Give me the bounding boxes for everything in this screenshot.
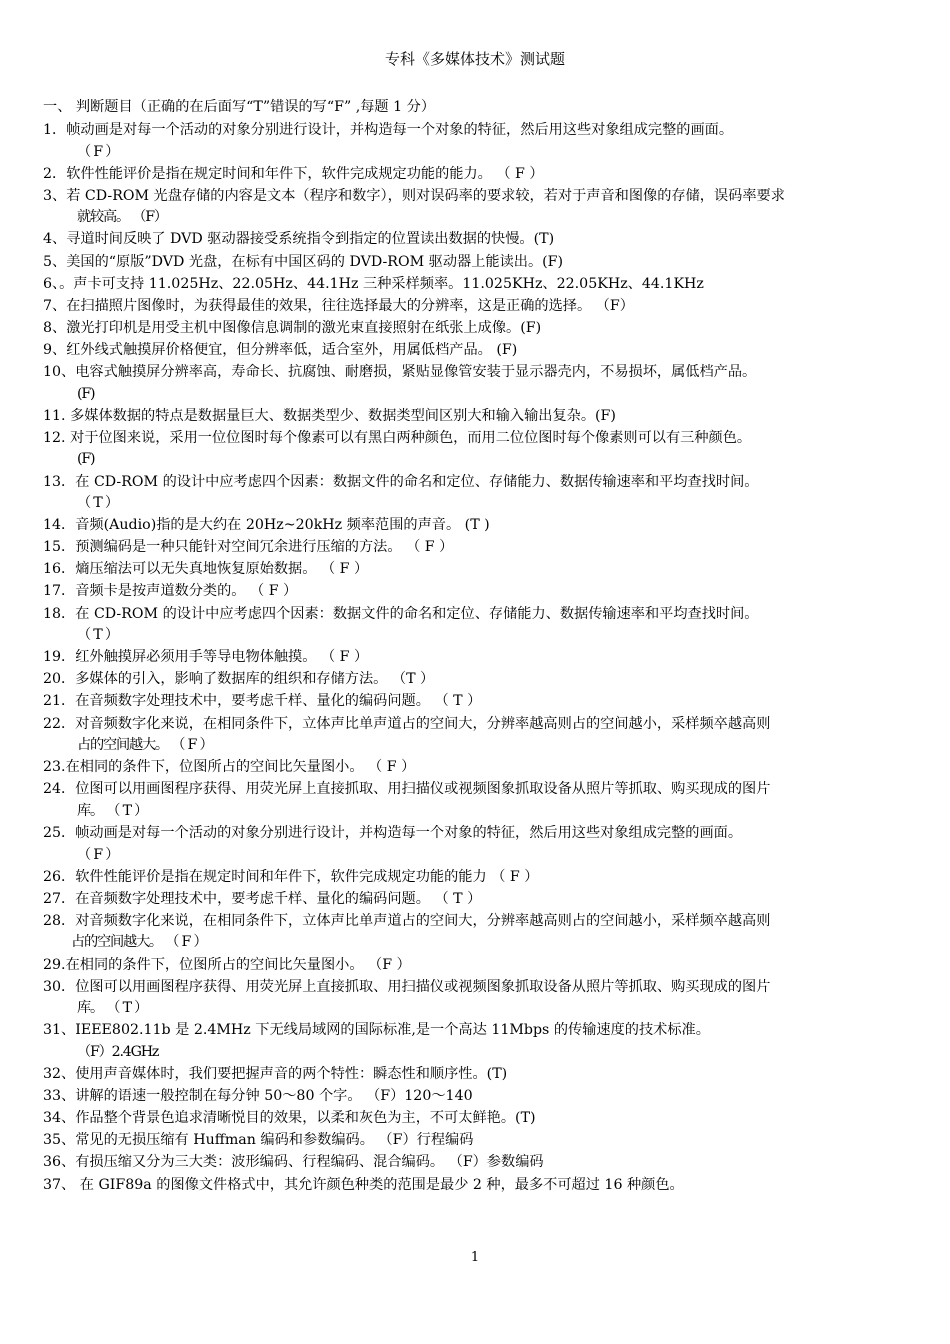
question-text: 11. 多媒体数据的特点是数据量巨大、数据类型少、数据类型间区别大和输入输出复杂。(F) <box>43 407 616 424</box>
question-text: 9、红外线式触摸屏价格便宜，但分辨率低，适合室外，用属低档产品。 (F) <box>43 341 518 358</box>
question-item <box>43 1064 908 1086</box>
question-continuation: 库。 （ T ） <box>77 802 148 819</box>
question-text: 34、作品整个背景色追求清晰悦目的效果，以柔和灰色为主，不可太鲜艳。(T) <box>43 1110 536 1127</box>
question-item <box>43 977 908 1020</box>
question-text: 1．帧动画是对每一个活动的对象分别进行设计，并构造每一个对象的特征，然后用这些对象组成完整的画面。 <box>43 122 734 138</box>
question-item <box>43 120 908 163</box>
question-continuation: （F）2.4GHz <box>77 1043 159 1060</box>
question-item <box>43 1086 908 1108</box>
question-item <box>43 164 908 186</box>
question-item <box>43 537 908 559</box>
question-continuation: 占的空间越大。 （ F ） <box>71 934 207 951</box>
question-continuation: (F) <box>77 451 95 468</box>
question-text: 33、讲解的语速一般控制在每分钟 50～80 个字。 （F）120～140 <box>43 1088 473 1105</box>
question-item <box>43 515 908 537</box>
question-text: 24．位图可以用画图程序获得、用荧光屏上直接抓取、用扫描仪或视频图象抓取设备从照片等抓取、购买现成的图片 <box>43 781 771 798</box>
question-text: 4、寻道时间反映了 DVD 驱动器接受系统指令到指定的位置读出数据的快慢。(T) <box>43 231 555 248</box>
question-text: 22．对音频数字化来说，在相同条件下，立体声比单声道占的空间大，分辨率越高则占的空间越小，采样频卒越高则 <box>43 715 771 732</box>
question-text: 27．在音频数字处理技术中，要考虑千样、量化的编码问题。 （ T ） <box>43 890 482 907</box>
question-text: 28．对音频数字化来说，在相同条件下，立体声比单声道占的空间大，分辨率越高则占的空间越小，采样频卒越高则 <box>43 912 771 929</box>
question-item <box>43 318 908 340</box>
question-item <box>43 229 908 251</box>
question-item <box>43 823 908 866</box>
question-item <box>43 1020 908 1063</box>
question-text: 32、使用声音媒体时，我们要把握声音的两个特性：瞬态性和顺序性。(T) <box>43 1066 508 1083</box>
question-item <box>43 428 908 471</box>
question-continuation: （ T ） <box>77 627 118 644</box>
question-continuation: 就较高。 （F） <box>77 209 167 226</box>
question-text: 20．多媒体的引入，影响了数据库的组织和存储方法。 （T ） <box>43 671 435 688</box>
question-text: 15．预测编码是一种只能针对空间冗余进行压缩的方法。 （ F ） <box>43 539 454 556</box>
question-item <box>43 252 908 274</box>
question-continuation: （ F ） <box>77 846 119 863</box>
question-item <box>43 1152 908 1174</box>
question-text: 12. 对于位图来说，采用一位位图时每个像素可以有黑白两种颜色，而用二位位图时每个像素则可以有三种颜色。 <box>43 429 752 446</box>
question-text: 7、在扫描照片图像时，为获得最佳的效果，往往选择最大的分辨率，这是正确的选择。 （F） <box>43 297 634 314</box>
question-item <box>43 691 908 713</box>
question-continuation: 库。 （ T ） <box>77 1000 148 1017</box>
question-item <box>43 274 908 296</box>
question-text: 14．音频(Audio)指的是大约在 20Hz~20kHz 频率范围的声音。 (T ) <box>43 517 490 534</box>
question-text: 10、电容式触摸屏分辨率高，寿命长、抗腐蚀、耐磨损，紧贴显像管安装于显示器壳内，不易损坏，属低档产品。 <box>43 364 757 381</box>
question-item <box>43 472 908 515</box>
question-text: 13．在 CD-ROM 的设计中应考虑四个因素：数据文件的命名和定位、存储能力、数据传输速率和平均查找时间。 <box>43 473 759 490</box>
question-item <box>43 1108 908 1130</box>
question-item <box>43 669 908 691</box>
question-item <box>43 867 908 889</box>
question-item <box>43 362 908 405</box>
question-item <box>43 1130 908 1152</box>
question-item <box>43 757 908 779</box>
question-text: 31、IEEE802.11b 是 2.4MHz 下无线局域网的国际标准,是一个高达 11Mbps 的传输速度的技术标准。 <box>43 1022 710 1039</box>
question-item <box>43 911 908 954</box>
question-continuation: （ F ） <box>77 143 119 160</box>
question-item <box>43 889 908 911</box>
question-item <box>43 186 908 229</box>
question-text: 21．在音频数字处理技术中，要考虑千样、量化的编码问题。 （ T ） <box>43 693 482 710</box>
question-text: 3、若 CD-ROM 光盘存储的内容是文本（程序和数字），则对误码率的要求较，若对于声音和图像的存储，误码率要求 <box>43 187 785 204</box>
question-item <box>43 581 908 603</box>
question-text: 5、美国的“原版”DVD 光盘，在标有中国区码的 DVD-ROM 驱动器上能读出。(F) <box>43 253 564 270</box>
page-number: 1 <box>470 1250 480 1265</box>
question-continuation: (F) <box>77 385 95 402</box>
question-continuation: （ T ） <box>77 495 118 512</box>
question-item <box>43 779 908 822</box>
question-text: 30．位图可以用画图程序获得、用荧光屏上直接抓取、用扫描仪或视频图象抓取设备从照片等抓取、购买现成的图片 <box>43 978 771 995</box>
section-intro: 一、 判断题目（正确的在后面写“T”错误的写“F” ,每题 1 分） <box>43 99 436 115</box>
question-item <box>43 559 908 581</box>
question-text: 23.在相同的条件下，位图所占的空间比矢量图小。 （ F ） <box>43 759 416 776</box>
question-item <box>43 406 908 428</box>
question-text: 26．软件性能评价是指在规定时间和年件下，软件完成规定功能的能力 （ F ） <box>43 868 539 885</box>
question-item <box>43 340 908 362</box>
question-text: 36、有损压缩又分为三大类：波形编码、行程编码、混合编码。 （F）参数编码 <box>43 1154 544 1171</box>
question-item <box>43 604 908 647</box>
question-text: 37、 在 GIF89a 的图像文件格式中，其允许颜色种类的范围是最少 2 种，最多不可超过 16 种颜色。 <box>43 1176 684 1193</box>
question-text: 35、常见的无损压缩有 Huffman 编码和参数编码。 （F）行程编码 <box>43 1132 474 1149</box>
question-text: 16．熵压缩法可以无失真地恢复原始数据。 （ F ） <box>43 561 369 578</box>
question-item <box>43 296 908 318</box>
question-text: 18．在 CD-ROM 的设计中应考虑四个因素：数据文件的命名和定位、存储能力、数据传输速率和平均查找时间。 <box>43 605 759 622</box>
question-item <box>43 955 908 977</box>
question-item <box>43 1175 908 1197</box>
question-item <box>43 714 908 757</box>
question-text: 25．帧动画是对每一个活动的对象分别进行设计，并构造每一个对象的特征，然后用这些对象组成完整的画面。 <box>43 825 743 841</box>
question-text: 6、。声卡可支持 11.025Hz、22.05Hz、44.1Hz 三种采样频率。11.025KHz、22.05KHz、44.1KHz <box>43 275 704 292</box>
question-continuation: 占的空间越大。 （ F ） <box>77 737 213 754</box>
page-title: 专科《多媒体技术》测试题 <box>384 50 565 68</box>
question-text: 29.在相同的条件下，位图所占的空间比矢量图小。 （F ） <box>43 956 411 973</box>
question-text: 2．软件性能评价是指在规定时间和年件下，软件完成规定功能的能力。 （ F ） <box>43 165 544 182</box>
question-item <box>43 647 908 669</box>
question-list <box>43 120 908 1197</box>
question-text: 8、激光打印机是用受主机中图像信息调制的激光束直接照射在纸张上成像。(F) <box>43 319 542 336</box>
question-text: 17．音频卡是按声道数分类的。 （ F ） <box>43 583 298 600</box>
question-text: 19．红外触摸屏必须用手等导电物体触摸。 （ F ） <box>43 649 369 666</box>
